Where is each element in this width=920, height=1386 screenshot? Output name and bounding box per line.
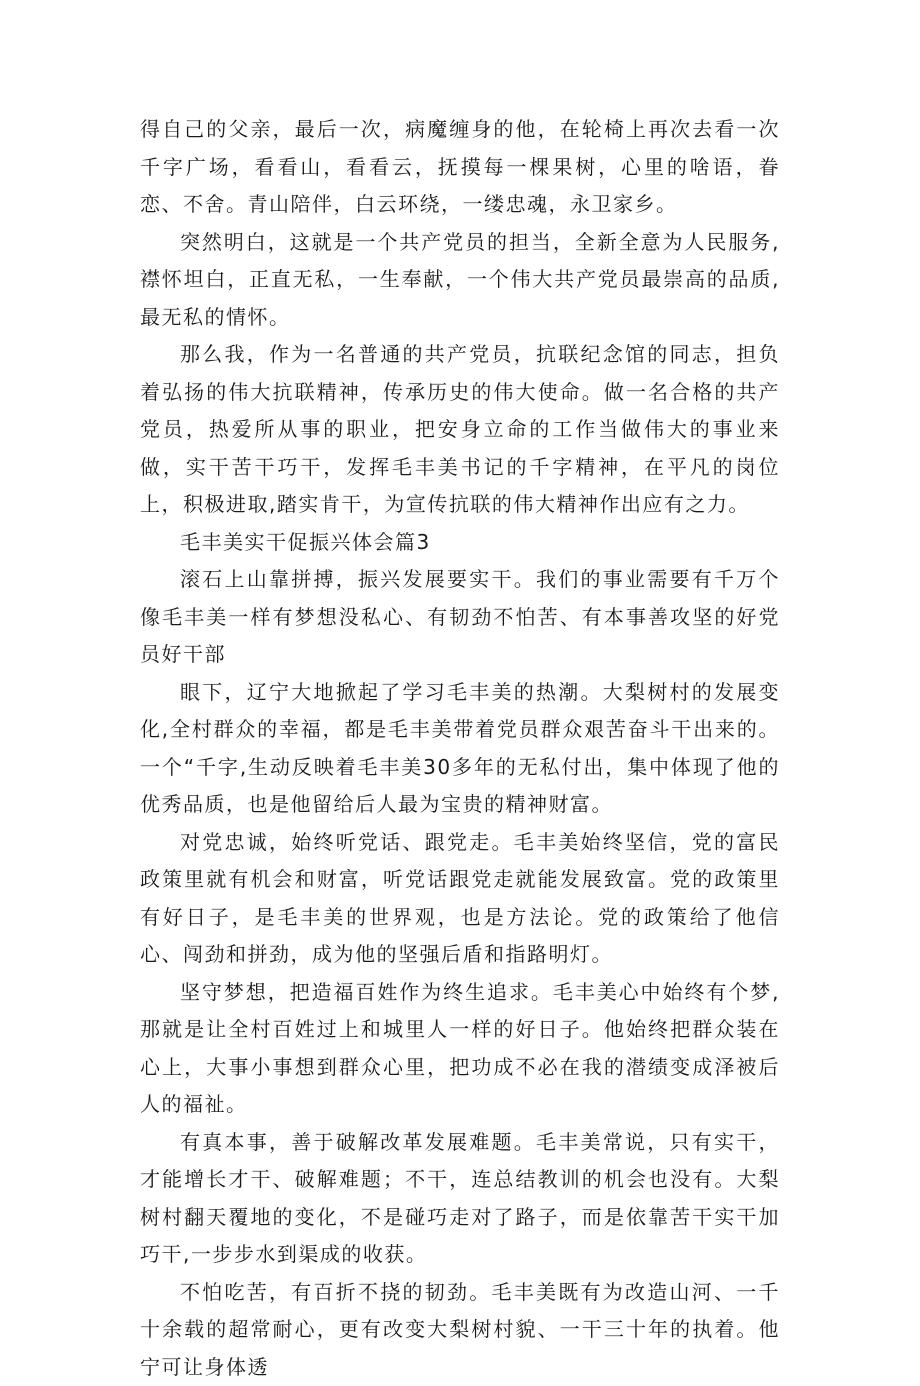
section-heading: 毛丰美实干促振兴体会篇3 [140,524,780,562]
paragraph-3: 那么我，作为一名普通的共产党员，抗联纪念馆的同志，担负着弘扬的伟大抗联精神，传承历史的伟大使命。做一名合格的共产党员，热爱所从事的职业，把安身立命的工作当做伟大的事业来做，实干苦干巧干，发挥毛丰美书记的千字精神，在平凡的岗位上，积极进取,踏实肯干，为宣传抗联的伟大精神作出应有之力。 [140,336,780,524]
paragraph-9: 不怕吃苦，有百折不挠的韧劲。毛丰美既有为改造山河、一千十余载的超常耐心，更有改变大梨树村貌、一干三十年的执着。他宁可让身体透 [140,1274,780,1386]
paragraph-2: 突然明白，这就是一个共产党员的担当，全新全意为人民服务,襟怀坦白，正直无私，一生奉献，一个伟大共产党员最崇高的品质,最无私的情怀。 [140,224,780,337]
paragraph-5: 眼下，辽宁大地掀起了学习毛丰美的热潮。大梨树村的发展变化,全村群众的幸福，都是毛丰美带着党员群众艰苦奋斗干出来的。一个“千字,生动反映着毛丰美30多年的无私付出，集中体现了他的优秀品质，也是他留给后人最为宝贵的精神财富。 [140,674,780,824]
paragraph-6: 对党忠诚，始终听党话、跟党走。毛丰美始终坚信，党的富民政策里就有机会和财富，听党话跟党走就能发展致富。党的政策里有好日子，是毛丰美的世界观，也是方法论。党的政策给了他信心、闯劲和拼劲，成为他的坚强后盾和指路明灯。 [140,824,780,974]
paragraph-4: 滚石上山靠拼搏，振兴发展要实干。我们的事业需要有千万个像毛丰美一样有梦想没私心、有韧劲不怕苦、有本事善攻坚的好党员好干部 [140,561,780,674]
paragraph-7: 坚守梦想，把造福百姓作为终生追求。毛丰美心中始终有个梦,那就是让全村百姓过上和城里人一样的好日子。他始终把群众装在心上，大事小事想到群众心里，把功成不必在我的潜绩变成泽被后人的福祉。 [140,974,780,1124]
paragraph-8: 有真本事，善于破解改革发展难题。毛丰美常说，只有实干，才能增长才干、破解难题；不干，连总结教训的机会也没有。大梨树村翻天覆地的变化，不是碰巧走对了路子，而是依靠苦干实干加巧干,一步步水到渠成的收获。 [140,1124,780,1274]
paragraph-1: 得自己的父亲，最后一次，病魔缠身的他，在轮椅上再次去看一次千字广场，看看山，看看云，抚摸每一棵果树，心里的啥语，眷恋、不舍。青山陪伴，白云环绕，一缕忠魂，永卫家乡。 [140,111,780,224]
document-body [140,111,780,1386]
